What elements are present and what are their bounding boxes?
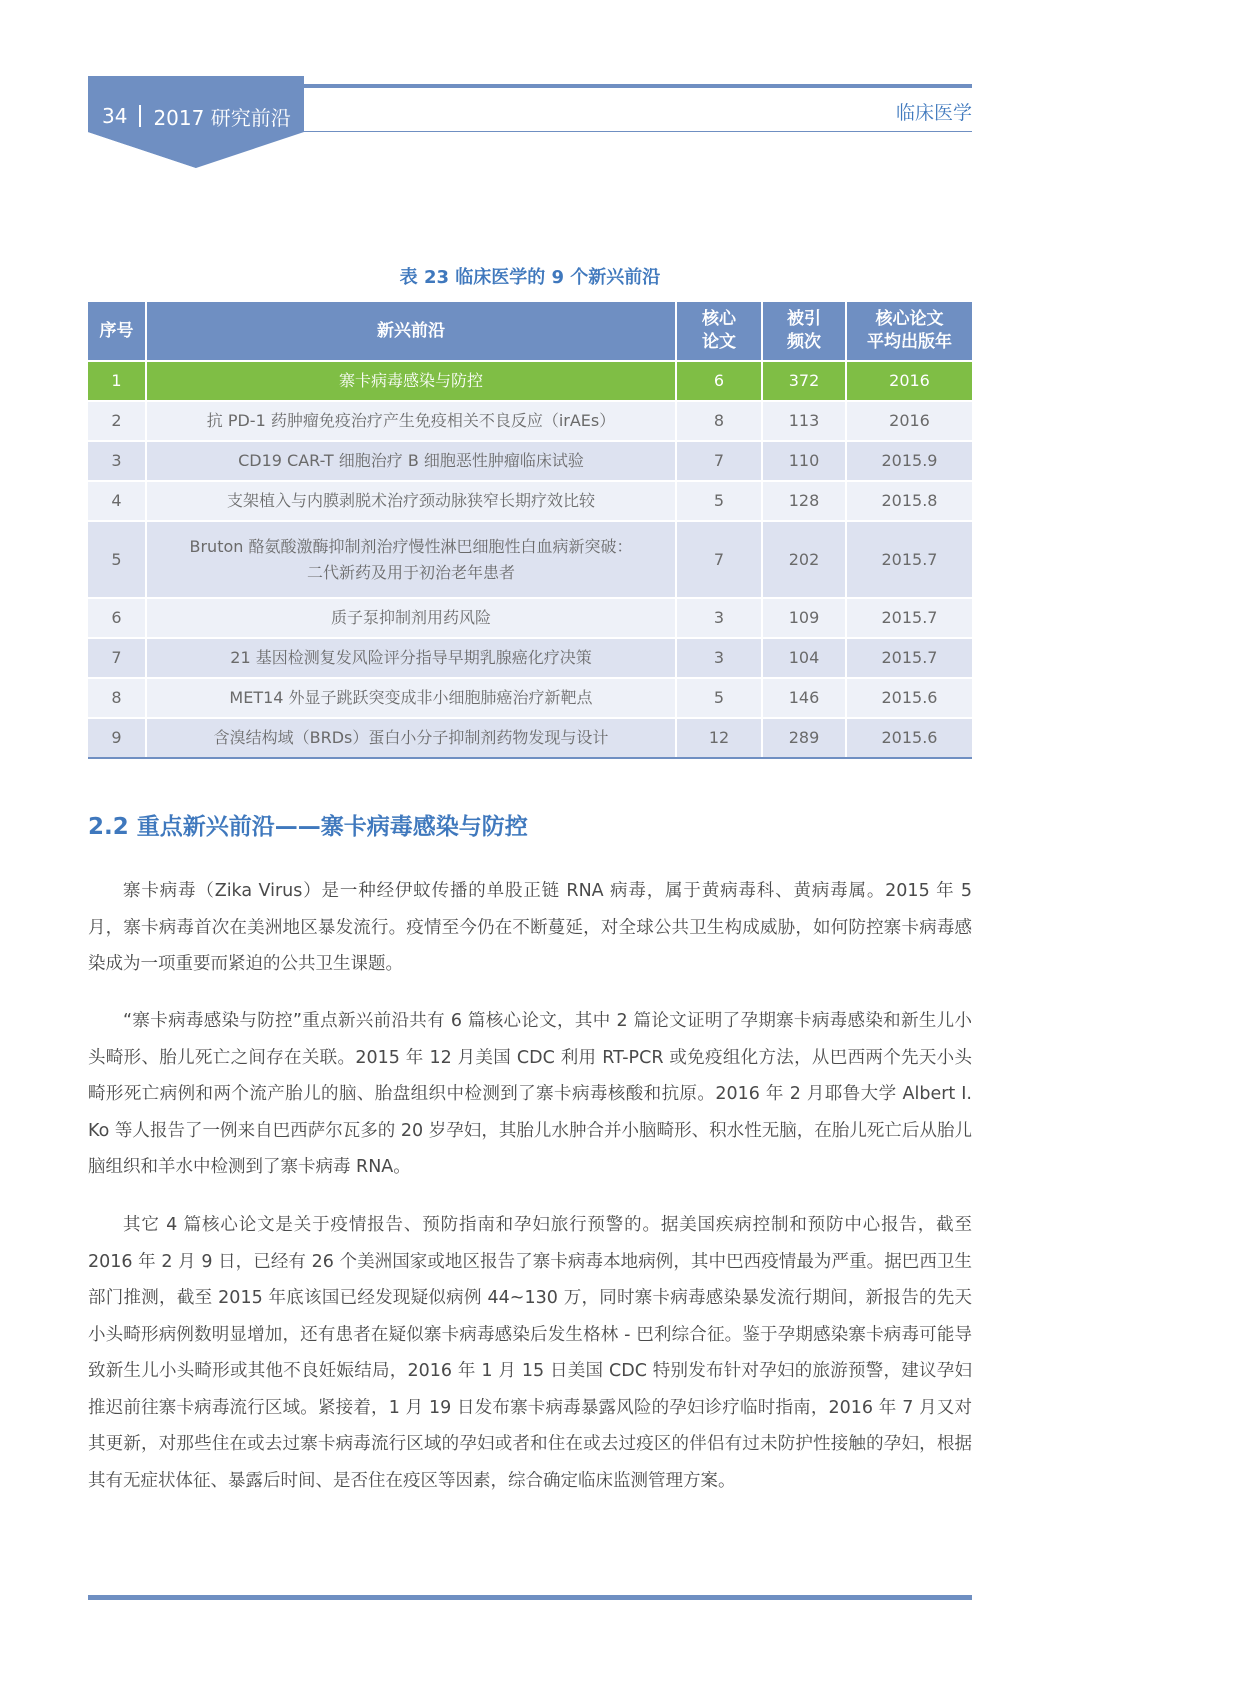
table-row [88,678,972,718]
cell-frontier-line1: Bruton 酪氨酸激酶抑制剂治疗慢性淋巴细胞性白血病新突破： [189,536,633,556]
table-row [88,361,972,401]
cell-frontier [146,521,676,598]
cell-avg-year: 2016 [846,361,972,401]
cell-core-papers: 7 [676,441,762,481]
cell-frontier-line2: 二代新药及用于初治老年患者 [306,562,515,582]
frontiers-table [88,302,972,759]
cell-core-papers: 5 [676,678,762,718]
body-paragraph-3: 其它 4 篇核心论文是关于疫情报告、预防指南和孕妇旅行预警的。据美国疾病控制和预防中心报告，截至 2016 年 2 月 9 日，已经有 26 个美洲国家或地区报告了寨卡病毒本地病例，其中巴西疫情最为严重。据巴西卫生部门推测，截至 2015 年底该国已经发现疑似病例 44~130 万，同时寨卡病毒感染暴发流行期间，新报告的先天小头畸形病例数明显增加，还有患者在疑似寨卡病毒感染后发生格林 - 巴利综合征。鉴于孕期感染寨卡病毒可能导致新生儿小头畸形或其他不良妊娠结局，2016 年 1 月 15 日美国 CDC 特别发布针对孕妇的旅游预警，建议孕妇推迟前往寨卡病毒流行区域。紧接着，1 月 19 日发布寨卡病毒暴露风险的孕妇诊疗临时指南，2016 年 7 月又对其更新，对那些住在或去过寨卡病毒流行区域的孕妇或者和住在或去过疫区的伴侣有过未防护性接触的孕妇，根据其有无症状体征、暴露后时间、是否住在疫区等因素，综合确定临床监测管理方案。 [88,1215,972,1491]
cell-frontier: MET14 外显子跳跃突变成非小细胞肺癌治疗新靶点 [146,678,676,718]
cell-frontier: 含溴结构域（BRDs）蛋白小分子抑制剂药物发现与设计 [146,718,676,758]
cell-avg-year: 2015.6 [846,718,972,758]
table-row [88,598,972,638]
table-row [88,481,972,521]
cell-avg-year: 2015.6 [846,678,972,718]
cell-citations: 146 [762,678,846,718]
cell-core-papers: 3 [676,598,762,638]
section-label: 临床医学 [895,102,972,124]
body-paragraph-2: “寨卡病毒感染与防控”重点新兴前沿共有 6 篇核心论文，其中 2 篇论文证明了孕期寨卡病毒感染和新生儿小头畸形、胎儿死亡之间存在关联。2015 年 12 月美国 CDC 利用 RT-PCR 或免疫组化方法，从巴西两个先天小头畸形死亡病例和两个流产胎儿的脑、胎盘组织中检测到了寨卡病毒核酸和抗原。2016 年 2 月耶鲁大学 Albert I. Ko 等人报告了一例来自巴西萨尔瓦多的 20 岁孕妇，其胎儿水肿合并小脑畸形、积水性无脑，在胎儿死亡后从胎儿脑组织和羊水中检测到了寨卡病毒 RNA。 [88,1011,972,1177]
cell-frontier: 质子泵抑制剂用药风险 [146,598,676,638]
col-header-core-papers: 核心 论文 [676,302,762,361]
cell-core-papers: 8 [676,401,762,441]
cell-avg-year: 2015.7 [846,521,972,598]
table-row [88,718,972,758]
cell-avg-year: 2016 [846,401,972,441]
cell-frontier: 支架植入与内膜剥脱术治疗颈动脉狭窄长期疗效比较 [146,481,676,521]
cell-index: 5 [88,521,146,598]
header-separator [139,105,141,127]
col-header-frontier: 新兴前沿 [146,302,676,361]
cell-avg-year: 2015.7 [846,598,972,638]
cell-core-papers: 3 [676,638,762,678]
book-title: 2017 研究前沿 [153,105,291,130]
col-header-avg-year: 核心论文 平均出版年 [846,302,972,361]
footer-rule [88,1595,972,1600]
cell-avg-year: 2015.9 [846,441,972,481]
cell-index: 2 [88,401,146,441]
table-caption: 表 23 临床医学的 9 个新兴前沿 [399,267,661,288]
table-row [88,638,972,678]
cell-index: 7 [88,638,146,678]
cell-citations: 109 [762,598,846,638]
cell-core-papers: 12 [676,718,762,758]
cell-citations: 110 [762,441,846,481]
cell-index: 4 [88,481,146,521]
cell-frontier: CD19 CAR-T 细胞治疗 B 细胞恶性肿瘤临床试验 [146,441,676,481]
header-rule-bottom [300,131,972,132]
cell-index: 3 [88,441,146,481]
cell-citations: 202 [762,521,846,598]
cell-citations: 372 [762,361,846,401]
cell-citations: 104 [762,638,846,678]
body-paragraph-1: 寨卡病毒（Zika Virus）是一种经伊蚊传播的单股正链 RNA 病毒，属于黄病毒科、黄病毒属。2015 年 5 月，寨卡病毒首次在美洲地区暴发流行。疫情至今仍在不断蔓延，对全球公共卫生构成威胁，如何防控寨卡病毒感染成为一项重要而紧迫的公共卫生课题。 [88,881,972,974]
table-row [88,401,972,441]
cell-avg-year: 2015.7 [846,638,972,678]
cell-citations: 113 [762,401,846,441]
cell-frontier: 抗 PD-1 药肿瘤免疫治疗产生免疫相关不良反应（irAEs） [146,401,676,441]
cell-frontier: 21 基因检测复发风险评分指导早期乳腺癌化疗决策 [146,638,676,678]
table-row [88,441,972,481]
cell-index: 1 [88,361,146,401]
cell-core-papers: 7 [676,521,762,598]
cell-core-papers: 5 [676,481,762,521]
cell-core-papers: 6 [676,361,762,401]
cell-citations: 128 [762,481,846,521]
col-header-citations: 被引 频次 [762,302,846,361]
cell-index: 9 [88,718,146,758]
cell-citations: 289 [762,718,846,758]
col-header-index: 序号 [88,302,146,361]
header-tab-text [88,96,304,136]
cell-index: 8 [88,678,146,718]
table-row [88,521,972,598]
cell-index: 6 [88,598,146,638]
page-header-tab [88,76,304,168]
header-rule-top [300,84,972,88]
table-header-row [88,302,972,361]
cell-avg-year: 2015.8 [846,481,972,521]
section-heading: 2.2 重点新兴前沿——寨卡病毒感染与防控 [88,814,528,840]
page-number: 34 [102,104,128,128]
cell-frontier: 寨卡病毒感染与防控 [146,361,676,401]
